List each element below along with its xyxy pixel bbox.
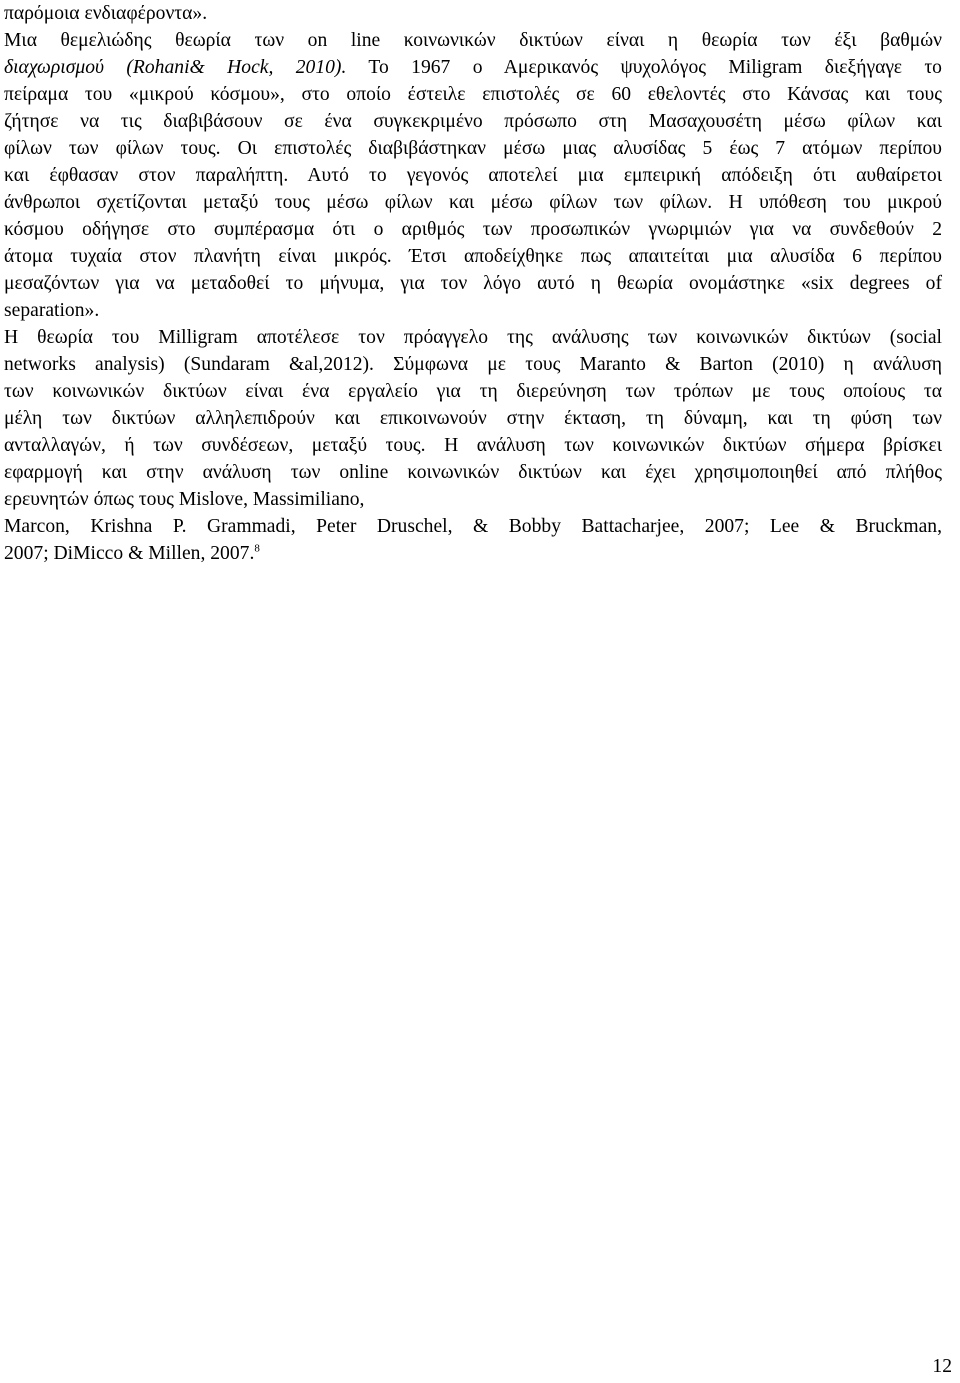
page-number: 12 [932,1356,952,1377]
text-line: άνθρωποι σχετίζονται μεταξύ τους μέσω φίλων και μέσω φίλων των φίλων. Η υπόθεση του μικρού [4,192,942,213]
footnote-marker: 8 [254,542,260,555]
text-line: παρόμοια ενδιαφέροντα». [4,3,208,24]
text-line: ανταλλαγών, ή των συνδέσεων, μεταξύ τους. Η ανάλυση των κοινωνικών δικτύων σήμερα βρίσκει [4,435,942,456]
text-line: και έφθασαν στον παραλήπτη. Αυτό το γεγονός αποτελεί μια εμπειρική απόδειξη ότι αυθαίρετοι [4,165,942,186]
text-span: Το 1967 ο Αμερικανός ψυχολόγος Miligram διεξήγαγε το [346,57,942,78]
text-line: ζήτησε να τις διαβιβάσουν σε ένα συγκεκριμένο πρόσωπο στη Μασαχουσέτη μέσω φίλων και [4,111,942,132]
text-line: separation». [4,300,100,321]
text-line [4,54,942,81]
text-line: κόσμου οδήγησε στο συμπέρασμα ότι ο αριθμός των προσωπικών γνωριμιών για να συνδεθούν 2 [4,219,942,240]
text-line: networks analysis) (Sundaram &al,2012). Σύμφωνα με τους Maranto & Barton (2010) η ανάλυση [4,354,942,375]
citation-italic: διαχωρισμού (Rohani& Hock, 2010). [4,57,347,78]
text-line: των κοινωνικών δικτύων είναι ένα εργαλείο για τη διερεύνηση των τρόπων με τους οποίους τα [4,381,942,402]
text-line: ερευνητών όπως τους Mislove, Massimiliano, [4,489,365,510]
text-line: μέλη των δικτύων αλληλεπιδρούν και επικοινωνούν στην έκταση, τη δύναμη, και τη φύση των [4,408,942,429]
text-line: Η θεωρία του Milligram αποτέλεσε τον πρόαγγελο της ανάλυσης των κοινωνικών δικτύων (social [4,327,942,348]
text-line [4,540,260,567]
text-line: μεσαζόντων για να μεταδοθεί το μήνυμα, για τον λόγο αυτό η θεωρία ονομάστηκε «six degrees of [4,273,942,294]
text-line: εφαρμογή και στην ανάλυση των online κοινωνικών δικτύων και έχει χρησιμοποιηθεί από πλήθος [4,462,942,483]
text-line: Μια θεμελιώδης θεωρία των on line κοινωνικών δικτύων είναι η θεωρία των έξι βαθμών [4,30,942,51]
text-line: άτομα τυχαία στον πλανήτη είναι μικρός. Έτσι αποδείχθηκε πως απαιτείται μια αλυσίδα 6 περίπου [4,246,942,267]
text-line: φίλων των φίλων τους. Οι επιστολές διαβιβάστηκαν μέσω μιας αλυσίδας 5 έως 7 ατόμων περίπου [4,138,942,159]
text-line: Marcon, Krishna P. Grammadi, Peter Druschel, & Bobby Battacharjee, 2007; Lee & Bruckman, [4,516,942,537]
text-span: 2007; DiMicco & Millen, 2007. [4,543,255,564]
text-line: πείραμα του «μικρού κόσμου», στο οποίο έστειλε επιστολές σε 60 εθελοντές στο Κάνσας και τους [4,84,942,105]
